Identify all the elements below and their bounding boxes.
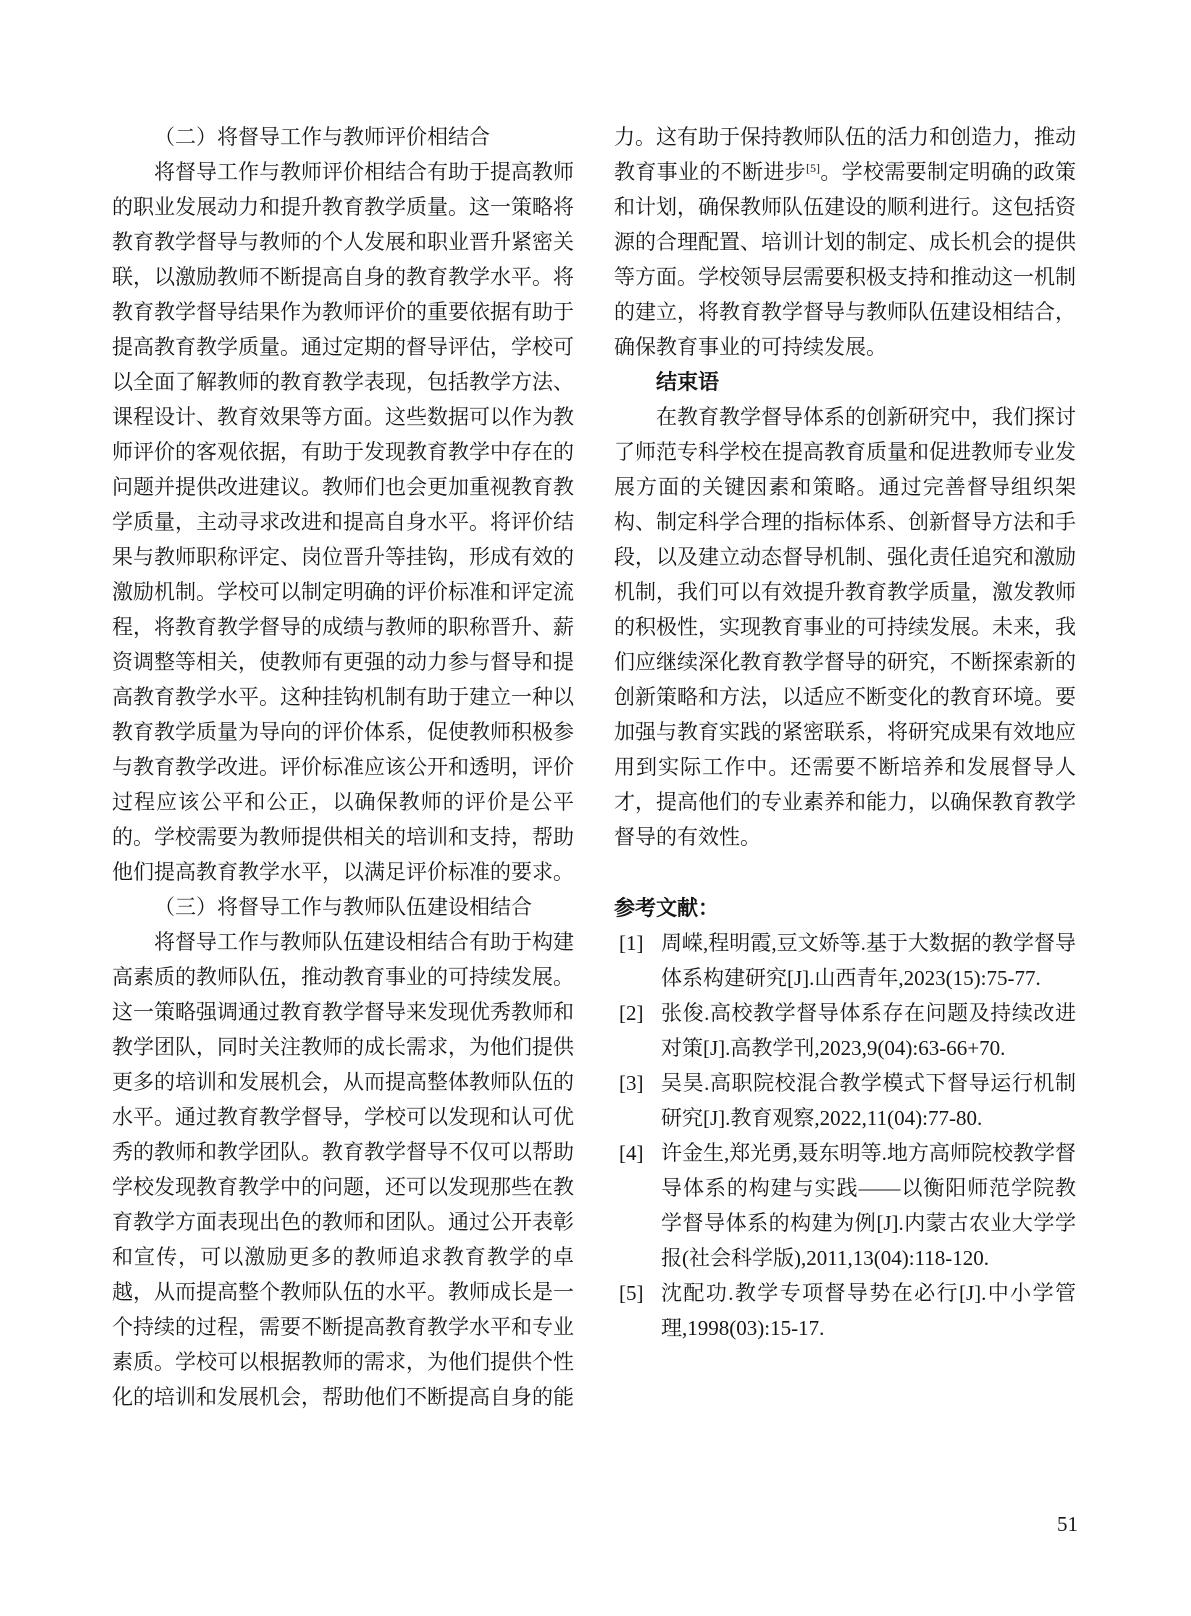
citation-superscript-5: [5] xyxy=(806,161,820,175)
reference-item xyxy=(614,1066,1076,1136)
references-list xyxy=(614,926,1076,1346)
reference-item xyxy=(614,996,1076,1066)
reference-label: [2] xyxy=(619,1001,644,1025)
conclusion-heading: 结束语 xyxy=(656,371,719,394)
section-heading-3: （三）将督导工作与教师队伍建设相结合 xyxy=(154,895,532,919)
reference-label: [5] xyxy=(619,1281,644,1305)
continuation-text-after-citation: 。学校需要制定明确的政策和计划，确保教师队伍建设的顺利进行。这包括资源的合理配置、培训计划的制定、成长机会的提供等方面。学校领导层需要积极支持和推动这一机制的建立，将教育教学督导与教师队伍建设相结合，确保教育事业的可持续发展。 xyxy=(614,160,1076,359)
left-column xyxy=(112,120,574,1415)
conclusion-paragraph: 在教育教学督导体系的创新研究中，我们探讨了师范专科学校在提高教育质量和促进教师专业发展方面的关键因素和策略。通过完善督导组织架构、制定科学合理的指标体系、创新督导方法和手段，以及建立动态督导机制、强化责任追究和激励机制，我们可以有效提升教育教学质量，激发教师的积极性，实现教育事业的可持续发展。未来，我们应继续深化教育教学督导的研究，不断探索新的创新策略和方法，以适应不断变化的教育环境。要加强与教育实践的紧密联系，将研究成果有效地应用到实际工作中。还需要不断培养和发展督导人才，提高他们的专业素养和能力，以确保教育教学督导的有效性。 xyxy=(614,405,1076,849)
continuation-text-before-citation: 力。这有助于保持教师队伍的活力和创造力，推动教育事业的不断进步 xyxy=(614,125,1076,184)
reference-label: [1] xyxy=(619,931,644,955)
reference-text: 沈配功.教学专项督导势在必行[J].中小学管理,1998(03):15-17. xyxy=(661,1281,1076,1340)
page-number: 51 xyxy=(1057,1512,1078,1536)
right-column xyxy=(614,120,1076,1346)
paragraph-evaluation: 将督导工作与教师评价相结合有助于提高教师的职业发展动力和提升教育教学质量。这一策略将教育教学督导与教师的个人发展和职业晋升紧密关联，以激励教师不断提高自身的教育教学水平。将教育教学督导结果作为教师评价的重要依据有助于提高教育教学质量。通过定期的督导评估，学校可以全面了解教师的教育教学表现，包括教学方法、课程设计、教育效果等方面。这些数据可以作为教师评价的客观依据，有助于发现教育教学中存在的问题并提供改进建议。教师们也会更加重视教育教学质量，主动寻求改进和提高自身水平。将评价结果与教师职称评定、岗位晋升等挂钩，形成有效的激励机制。学校可以制定明确的评价标准和评定流程，将教育教学督导的成绩与教师的职称晋升、薪资调整等相关，使教师有更强的动力参与督导和提高教育教学水平。这种挂钩机制有助于建立一种以教育教学质量为导向的评价体系，促使教师积极参与教育教学改进。评价标准应该公开和透明，评价过程应该公平和公正，以确保教师的评价是公平的。学校需要为教师提供相关的培训和支持，帮助他们提高教育教学水平，以满足评价标准的要求。 xyxy=(112,160,574,884)
references-heading: 参考文献： xyxy=(614,897,719,920)
reference-item xyxy=(614,1136,1076,1276)
paragraph-team-building: 将督导工作与教师队伍建设相结合有助于构建高素质的教师队伍，推动教育事业的可持续发展。这一策略强调通过教育教学督导来发现优秀教师和教学团队，同时关注教师的成长需求，为他们提供更多的培训和发展机会，从而提高整体教师队伍的水平。通过教育教学督导，学校可以发现和认可优秀的教师和教学团队。教育教学督导不仅可以帮助学校发现教育教学中的问题，还可以发现那些在教育教学方面表现出色的教师和团队。通过公开表彰和宣传，可以激励更多的教师追求教育教学的卓越，从而提高整个教师队伍的水平。教师成长是一个持续的过程，需要不断提高教育教学水平和专业素质。学校可以根据教师的需求，为他们提供个性化的培训和发展机会，帮助他们不断提高自身的能 xyxy=(112,930,574,1409)
reference-text: 许金生,郑光勇,聂东明等.地方高师院校教学督导体系的构建与实践——以衡阳师范学院教学督导体系的构建为例[J].内蒙古农业大学学报(社会科学版),2011,13(04):118-120. xyxy=(661,1141,1076,1270)
reference-text: 周嵘,程明霞,豆文娇等.基于大数据的教学督导体系构建研究[J].山西青年,2023(15):75-77. xyxy=(661,931,1076,990)
reference-text: 吴昊.高职院校混合教学模式下督导运行机制研究[J].教育观察,2022,11(04):77-80. xyxy=(661,1071,1076,1130)
section-heading-2: （二）将督导工作与教师评价相结合 xyxy=(154,125,490,149)
reference-item xyxy=(614,1276,1076,1346)
reference-text: 张俊.高校教学督导体系存在问题及持续改进对策[J].高教学刊,2023,9(04):63-66+70. xyxy=(661,1001,1076,1060)
reference-item xyxy=(614,926,1076,996)
reference-label: [4] xyxy=(619,1141,644,1165)
paragraph-continuation xyxy=(614,120,1076,365)
reference-label: [3] xyxy=(619,1071,644,1095)
